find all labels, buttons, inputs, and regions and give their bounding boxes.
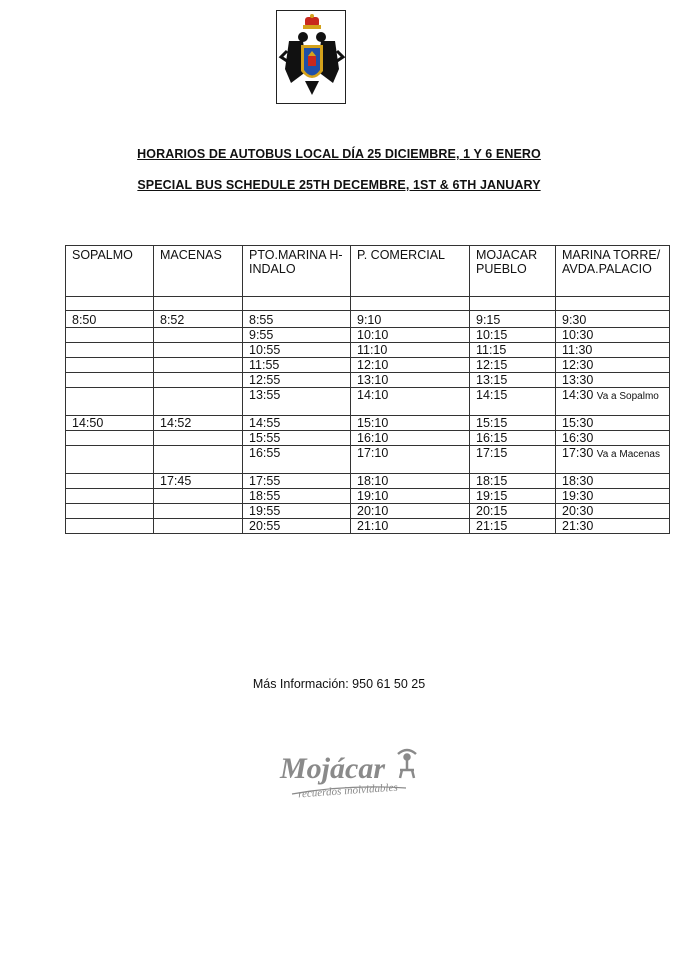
table-cell: 9:10 (351, 311, 470, 328)
table-row (66, 388, 670, 416)
time-value: 17:30 (562, 446, 594, 460)
table-row (66, 373, 670, 388)
table-cell: 17:10 (351, 446, 470, 474)
table-row (66, 489, 670, 504)
table-cell: 16:10 (351, 431, 470, 446)
table-cell: 20:55 (243, 519, 351, 534)
table-cell: 21:15 (470, 519, 556, 534)
table-cell: 18:30 (556, 474, 670, 489)
table-cell (154, 504, 243, 519)
table-cell (66, 431, 154, 446)
table-cell (154, 328, 243, 343)
time-value: 14:30 (562, 388, 594, 402)
blank-row (66, 297, 670, 311)
table-cell: 10:10 (351, 328, 470, 343)
table-cell: 8:55 (243, 311, 351, 328)
table-cell (154, 519, 243, 534)
table-cell: 15:30 (556, 416, 670, 431)
table-cell-with-note (556, 446, 670, 474)
table-cell: 14:15 (470, 388, 556, 416)
table-cell: 17:55 (243, 474, 351, 489)
table-cell (154, 388, 243, 416)
table-cell: 16:30 (556, 431, 670, 446)
column-header: SOPALMO (66, 246, 154, 297)
table-cell: 10:30 (556, 328, 670, 343)
table-cell (154, 489, 243, 504)
table-cell: 15:55 (243, 431, 351, 446)
coat-of-arms-icon (277, 11, 347, 105)
table-cell (66, 489, 154, 504)
table-cell: 12:10 (351, 358, 470, 373)
table-cell: 18:10 (351, 474, 470, 489)
table-cell: 21:10 (351, 519, 470, 534)
table-cell (66, 328, 154, 343)
table-cell: 19:10 (351, 489, 470, 504)
table-cell: 20:30 (556, 504, 670, 519)
table-cell (66, 519, 154, 534)
table-cell: 10:15 (470, 328, 556, 343)
coat-of-arms (276, 10, 346, 104)
table-cell: 9:55 (243, 328, 351, 343)
table-cell (154, 358, 243, 373)
column-header: PTO.MARINA H-INDALO (243, 246, 351, 297)
table-header-row (66, 246, 670, 297)
table-cell: 11:55 (243, 358, 351, 373)
title-spanish: HORARIOS DE AUTOBUS LOCAL DÍA 25 DICIEMBRE, 1 Y 6 ENERO (137, 147, 541, 161)
logo-wordmark: Mojácar (280, 752, 385, 785)
bus-schedule-table (65, 245, 670, 534)
table-cell (154, 446, 243, 474)
column-header: MOJACAR PUEBLO (470, 246, 556, 297)
table-cell: 16:15 (470, 431, 556, 446)
table-cell: 8:52 (154, 311, 243, 328)
table-cell: 12:55 (243, 373, 351, 388)
table-cell: 20:15 (470, 504, 556, 519)
table-row (66, 431, 670, 446)
table-cell: 11:30 (556, 343, 670, 358)
table-cell: 12:30 (556, 358, 670, 373)
logo-tagline: recuerdos inolvidables (297, 781, 399, 801)
table-row (66, 519, 670, 534)
table-cell (66, 504, 154, 519)
table-row (66, 311, 670, 328)
table-cell: 13:30 (556, 373, 670, 388)
route-note: Va a Macenas (596, 449, 660, 460)
table-cell: 17:15 (470, 446, 556, 474)
column-header: MARINA TORRE/ AVDA.PALACIO (556, 246, 670, 297)
table-row (66, 446, 670, 474)
table-cell: 9:30 (556, 311, 670, 328)
table-cell (66, 373, 154, 388)
table-cell: 13:10 (351, 373, 470, 388)
mojacar-logo-icon (278, 744, 418, 804)
table-cell: 13:55 (243, 388, 351, 416)
table-cell (154, 373, 243, 388)
table-cell-with-note (556, 388, 670, 416)
table-cell: 11:15 (470, 343, 556, 358)
table-cell: 9:15 (470, 311, 556, 328)
table-cell: 11:10 (351, 343, 470, 358)
table-cell (66, 474, 154, 489)
table-cell: 19:15 (470, 489, 556, 504)
table-cell: 14:50 (66, 416, 154, 431)
title-english: SPECIAL BUS SCHEDULE 25TH DECEMBRE, 1ST & 6TH JANUARY (137, 178, 541, 192)
table-row (66, 504, 670, 519)
table-cell: 21:30 (556, 519, 670, 534)
table-cell: 18:55 (243, 489, 351, 504)
table-cell: 14:55 (243, 416, 351, 431)
table-cell: 19:30 (556, 489, 670, 504)
table-row (66, 474, 670, 489)
table-cell: 8:50 (66, 311, 154, 328)
table-cell: 18:15 (470, 474, 556, 489)
table-cell: 12:15 (470, 358, 556, 373)
table-row (66, 416, 670, 431)
column-header: MACENAS (154, 246, 243, 297)
table-cell (66, 388, 154, 416)
table-cell (154, 343, 243, 358)
mojacar-logo (278, 744, 418, 809)
table-cell: 19:55 (243, 504, 351, 519)
indalo-icon (398, 750, 416, 778)
more-info-text: Más Información: 950 61 50 25 (252, 677, 426, 691)
table-cell: 20:10 (351, 504, 470, 519)
table-cell: 14:10 (351, 388, 470, 416)
table-cell (66, 446, 154, 474)
table-cell: 15:10 (351, 416, 470, 431)
table-cell (66, 343, 154, 358)
table-row (66, 328, 670, 343)
table-row (66, 358, 670, 373)
table-row (66, 343, 670, 358)
table-cell: 16:55 (243, 446, 351, 474)
table-cell: 10:55 (243, 343, 351, 358)
table-cell: 14:52 (154, 416, 243, 431)
table-cell (66, 358, 154, 373)
route-note: Va a Sopalmo (596, 391, 659, 402)
table-cell: 17:45 (154, 474, 243, 489)
table-cell (154, 431, 243, 446)
table-cell: 13:15 (470, 373, 556, 388)
table-cell: 15:15 (470, 416, 556, 431)
column-header: P. COMERCIAL (351, 246, 470, 297)
